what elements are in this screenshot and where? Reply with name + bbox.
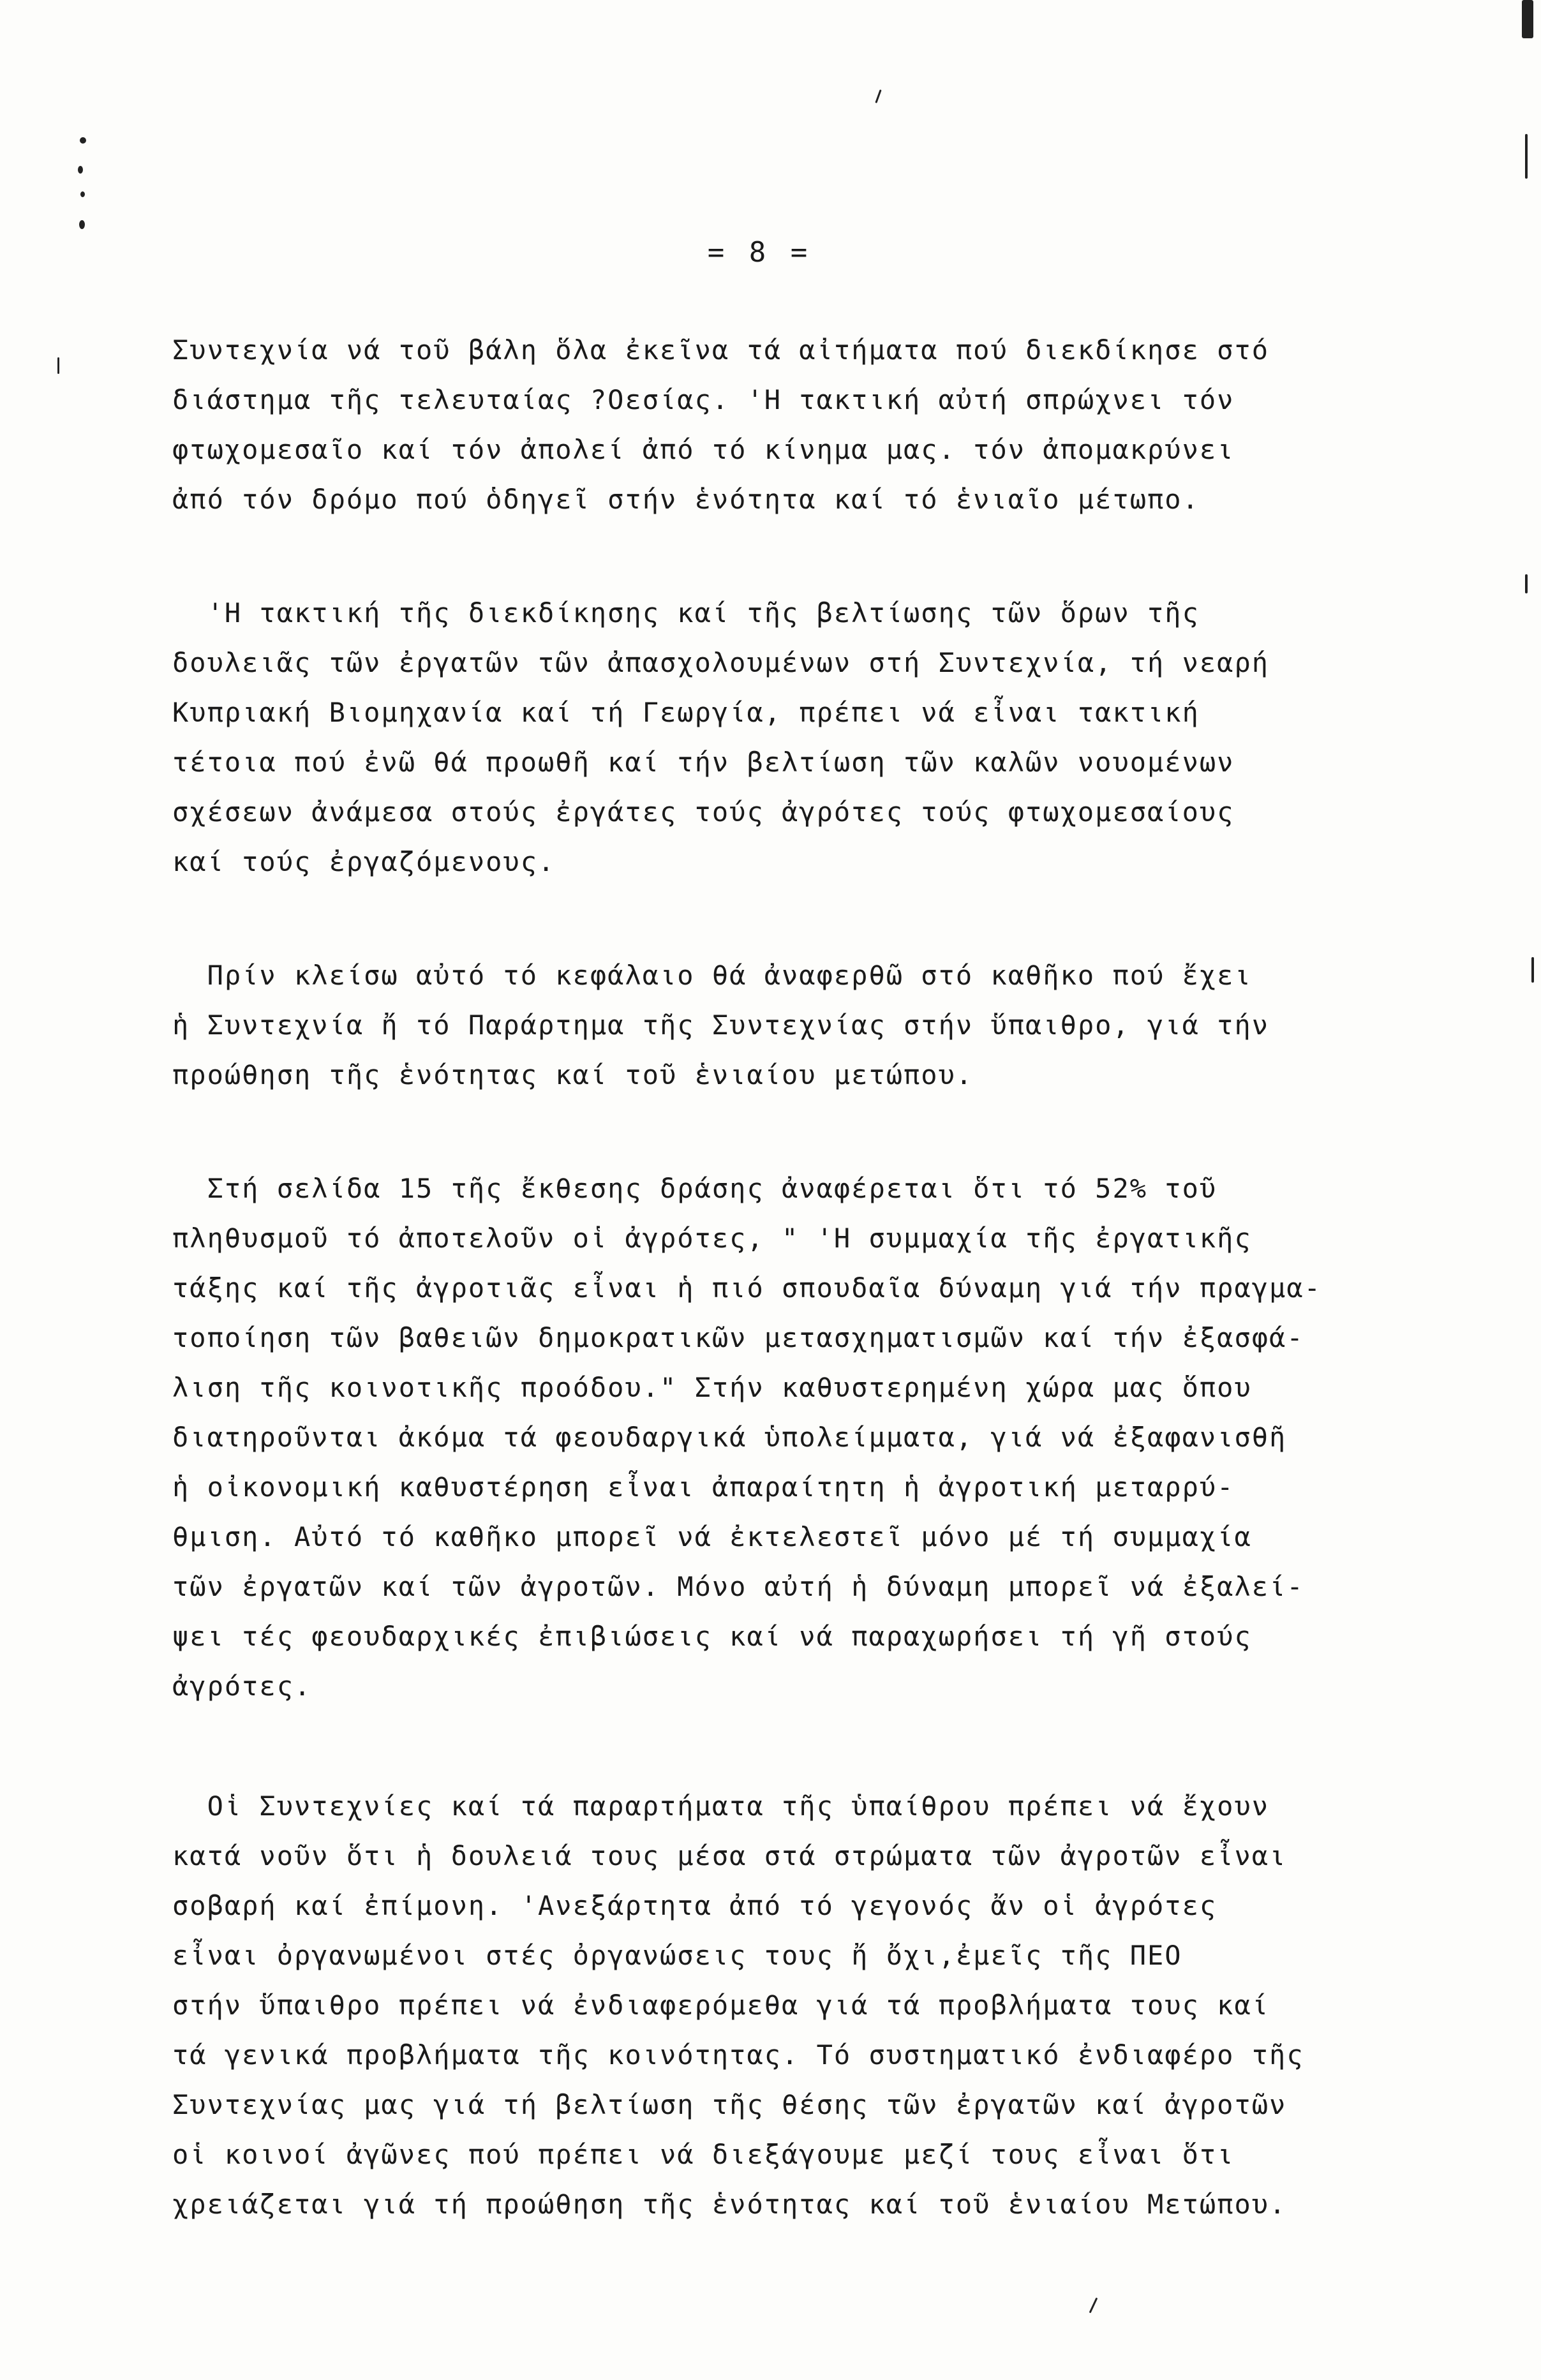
text-line: σοβαρή καί ἐπίμονη. 'Ανεξάρτητα ἀπό τό γεγονός ἄν οἱ ἀγρότες xyxy=(172,1890,1217,1921)
scan-speck xyxy=(80,137,86,144)
text-line: δουλειᾶς τῶν ἐργατῶν τῶν ἀπασχολουμένων στή Συντεχνία, τή νεαρή xyxy=(172,647,1270,678)
text-line: Στή σελίδα 15 τῆς ἔκθεσης δράσης ἀναφέρεται ὅτι τό 52% τοῦ xyxy=(172,1173,1217,1204)
text-line: λιση τῆς κοινοτικῆς προόδου." Στήν καθυστερημένη χώρα μας ὅπου xyxy=(172,1372,1252,1403)
text-line: τῶν ἐργατῶν καί τῶν ἀγροτῶν. Μόνο αὐτή ἡ δύναμη μπορεῖ νά ἐξαλεί- xyxy=(172,1571,1304,1602)
scan-speck xyxy=(875,89,881,103)
text-line: Συντεχνία νά τοῦ βάλη ὅλα ἐκεῖνα τά αἰτήματα πού διεκδίκησε στό xyxy=(172,334,1270,366)
paragraph xyxy=(172,1164,1487,1711)
text-line: Συντεχνίας μας γιά τή βελτίωση τῆς θέσης τῶν ἐργατῶν καί ἀγροτῶν xyxy=(172,2089,1287,2120)
text-line: στήν ὕπαιθρο πρέπει νά ἐνδιαφερόμεθα γιά τά προβλήματα τους καί xyxy=(172,1990,1270,2021)
scan-speck xyxy=(79,220,85,229)
text-line: φτωχομεσαῖο καί τόν ἀπολεί ἀπό τό κίνημα μας. τόν ἀπομακρύνει xyxy=(172,434,1235,465)
text-line: ἀγρότες. xyxy=(172,1670,312,1702)
paragraph xyxy=(172,951,1487,1100)
scan-edge-mark xyxy=(1522,0,1533,38)
text-line: Πρίν κλείσω αὐτό τό κεφάλαιο θά ἀναφερθῶ στό καθῆκο πού ἔχει xyxy=(172,960,1252,991)
text-line: Κυπριακή Βιομηχανία καί τή Γεωργία, πρέπει νά εἶναι τακτική xyxy=(172,697,1200,728)
paragraph xyxy=(172,1781,1487,2229)
text-line: πληθυσμοῦ τό ἀποτελοῦν οἱ ἀγρότες, " 'Η συμμαχία τῆς ἐργατικῆς xyxy=(172,1223,1252,1254)
text-line: 'Η τακτική τῆς διεκδίκησης καί τῆς βελτίωσης τῶν ὅρων τῆς xyxy=(172,597,1200,628)
scan-speck xyxy=(57,357,59,374)
text-line: προώθηση τῆς ἑνότητας καί τοῦ ἑνιαίου μετώπου. xyxy=(172,1059,974,1090)
text-line: διάστημα τῆς τελευταίας ?Οεσίας. 'Η τακτική αὐτή σπρώχνει τόν xyxy=(172,384,1235,415)
text-line: τάξης καί τῆς ἀγροτιᾶς εἶναι ἡ πιό σπουδαῖα δύναμη γιά τήν πραγμα- xyxy=(172,1272,1321,1304)
text-line: διατηροῦνται ἀκόμα τά φεουδαργικά ὑπολείμματα, γιά νά ἐξαφανισθῆ xyxy=(172,1422,1287,1453)
scan-edge-mark xyxy=(1531,957,1534,983)
text-line: καί τούς ἐργαζόμενους. xyxy=(172,846,556,877)
text-line: οἱ κοινοί ἀγῶνες πού πρέπει νά διεξάγουμε μεζί τους εἶναι ὅτι xyxy=(172,2139,1235,2170)
scan-edge-mark xyxy=(1525,134,1528,179)
scan-speck xyxy=(78,166,83,174)
text-line: τά γενικά προβλήματα τῆς κοινότητας. Τό συστηματικό ἐνδιαφέρο τῆς xyxy=(172,2039,1304,2071)
paragraph xyxy=(172,325,1487,524)
text-line: ἀπό τόν δρόμο πού ὁδηγεῖ στήν ἑνότητα καί τό ἑνιαῖο μέτωπο. xyxy=(172,484,1200,515)
paragraph xyxy=(172,588,1487,887)
text-line: κατά νοῦν ὅτι ἡ δουλειά τους μέσα στά στρώματα τῶν ἀγροτῶν εἶναι xyxy=(172,1840,1287,1871)
text-line: ψει τές φεουδαρχικές ἐπιβιώσεις καί νά παραχωρήσει τή γῆ στούς xyxy=(172,1621,1252,1652)
text-line: εἶναι ὀργανωμένοι στές ὀργανώσεις τους ἤ ὄχι,ἐμεῖς τῆς ΠΕΟ xyxy=(172,1940,1182,1971)
text-line: σχέσεων ἀνάμεσα στούς ἐργάτες τούς ἀγρότες τούς φτωχομεσαίους xyxy=(172,796,1235,828)
page-number: = 8 = xyxy=(707,236,812,269)
scan-edge-mark xyxy=(1525,574,1528,593)
text-line: τέτοια πού ἐνῶ θά προωθῆ καί τήν βελτίωση τῶν καλῶν νουομένων xyxy=(172,747,1235,778)
text-line: Οἱ Συντεχνίες καί τά παραρτήματα τῆς ὑπαίθρου πρέπει νά ἔχουν xyxy=(172,1790,1270,1822)
text-line: ἡ Συντεχνία ἤ τό Παράρτημα τῆς Συντεχνίας στήν ὕπαιθρο, γιά τήν xyxy=(172,1009,1270,1041)
text-line: ἡ οἰκονομική καθυστέρηση εἶναι ἀπαραίτητη ἡ ἀγροτική μεταρρύ- xyxy=(172,1471,1235,1503)
text-line: τοποίηση τῶν βαθειῶν δημοκρατικῶν μετασχηματισμῶν καί τήν ἐξασφά- xyxy=(172,1322,1304,1353)
text-line: χρειάζεται γιά τή προώθηση τῆς ἑνότητας καί τοῦ ἑνιαίου Μετώπου. xyxy=(172,2189,1287,2220)
scan-speck xyxy=(80,191,85,197)
body-text xyxy=(172,325,1487,2229)
scan-speck xyxy=(1089,2298,1098,2314)
text-line: θμιση. Αὐτό τό καθῆκο μπορεῖ νά ἐκτελεστεῖ μόνο μέ τή συμμαχία xyxy=(172,1521,1252,1552)
